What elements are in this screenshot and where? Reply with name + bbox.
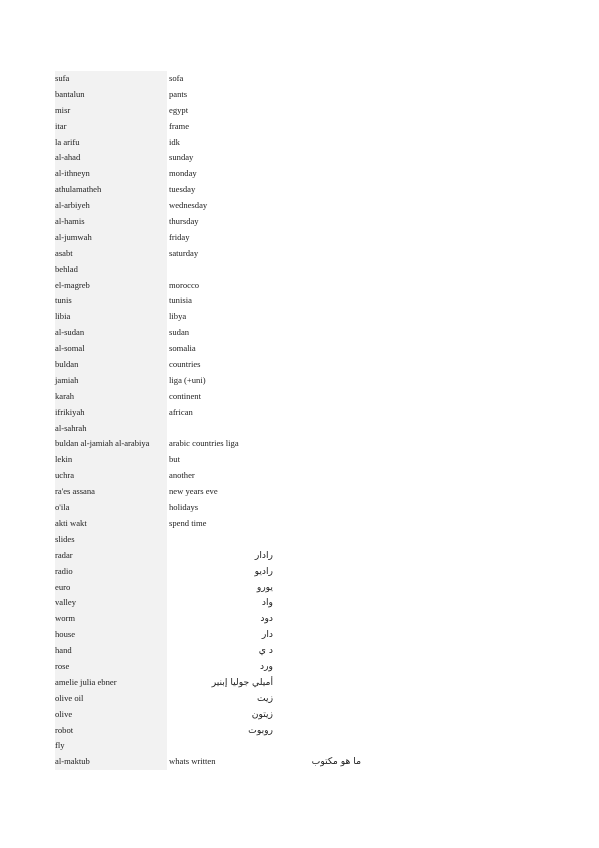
term-cell: akti wakt	[55, 516, 167, 532]
meaning-cell: whats written	[169, 756, 216, 767]
term-cell: slides	[55, 532, 167, 548]
arabic-cell: روبوت	[248, 724, 273, 736]
meaning-cell: monday	[169, 168, 197, 179]
term-cell: asabt	[55, 246, 167, 262]
meaning-cell: holidays	[169, 502, 199, 513]
table-row	[55, 436, 365, 452]
meaning-cell: but	[169, 454, 180, 465]
table-row	[55, 468, 365, 484]
table-row	[55, 516, 365, 532]
term-cell: al-maktub	[55, 754, 167, 770]
meaning-cell: arabic countries liga	[169, 438, 239, 449]
table-row	[55, 119, 365, 135]
term-cell: o'ila	[55, 500, 167, 516]
term-cell: al-sudan	[55, 325, 167, 341]
term-cell: athulamatheh	[55, 182, 167, 198]
table-row	[55, 595, 365, 611]
meaning-cell: continent	[169, 390, 201, 401]
term-cell: ra'es assana	[55, 484, 167, 500]
term-cell: al-ithneyn	[55, 166, 167, 182]
table-row	[55, 405, 365, 421]
term-cell: fly	[55, 738, 167, 754]
table-row	[55, 707, 365, 723]
term-cell: olive	[55, 707, 167, 723]
table-row	[55, 166, 365, 182]
term-cell: buldan al-jamiah al-arabiya	[55, 436, 167, 452]
term-cell: robot	[55, 723, 167, 739]
meaning-cell	[169, 262, 275, 278]
table-row	[55, 182, 365, 198]
table-row	[55, 87, 365, 103]
term-cell: rose	[55, 659, 167, 675]
arabic-cell: ورد	[260, 660, 273, 672]
term-cell: al-somal	[55, 341, 167, 357]
term-cell: al-arbiyeh	[55, 198, 167, 214]
table-row	[55, 564, 365, 580]
meaning-cell: sunday	[169, 152, 194, 163]
meaning-cell: egypt	[169, 104, 189, 115]
table-row	[55, 309, 365, 325]
arabic-cell: واد	[261, 597, 273, 609]
term-cell: tunis	[55, 293, 167, 309]
table-row	[55, 691, 365, 707]
arabic-cell: يورو	[256, 581, 273, 593]
table-row	[55, 357, 365, 373]
term-cell: misr	[55, 103, 167, 119]
term-cell: el-magreb	[55, 278, 167, 294]
meaning-cell: another	[169, 470, 195, 481]
meaning-cell: thursday	[169, 216, 199, 227]
meaning-cell: morocco	[169, 279, 200, 290]
table-row	[55, 103, 365, 119]
term-cell: uchra	[55, 468, 167, 484]
term-cell: jamiah	[55, 373, 167, 389]
meaning-cell: african	[169, 406, 193, 417]
term-cell: al-sahrah	[55, 421, 167, 437]
arabic-note-cell: ما هو مكتوب	[311, 756, 361, 768]
term-cell: buldan	[55, 357, 167, 373]
meaning-cell: idk	[169, 136, 180, 147]
meaning-cell: pants	[169, 88, 188, 99]
term-cell: behlad	[55, 262, 167, 278]
meaning-cell: libya	[169, 311, 187, 322]
table-row	[55, 214, 365, 230]
arabic-cell: د ي	[258, 645, 273, 657]
table-row	[55, 532, 365, 548]
table-row	[55, 675, 365, 691]
meaning-cell: sudan	[169, 327, 190, 338]
term-cell: al-ahad	[55, 150, 167, 166]
table-row	[55, 738, 365, 754]
table-row	[55, 484, 365, 500]
meaning-cell: liga (+uni)	[169, 374, 206, 385]
meaning-cell: wednesday	[169, 200, 208, 211]
meaning-cell: friday	[169, 231, 190, 242]
meaning-cell	[169, 421, 275, 437]
arabic-cell: دود	[260, 613, 273, 625]
arabic-cell: زيت	[256, 692, 273, 704]
term-cell: sufa	[55, 71, 167, 87]
arabic-cell: رادار	[254, 549, 273, 561]
table-row	[55, 421, 365, 437]
table-row	[55, 452, 365, 468]
table-row	[55, 262, 365, 278]
term-cell: euro	[55, 580, 167, 596]
meaning-cell: countries	[169, 359, 201, 370]
table-row	[55, 198, 365, 214]
term-cell: bantalun	[55, 87, 167, 103]
meaning-cell	[169, 738, 275, 754]
table-row	[55, 389, 365, 405]
table-row	[55, 246, 365, 262]
table-row	[55, 627, 365, 643]
table-row	[55, 278, 365, 294]
term-cell: radio	[55, 564, 167, 580]
term-cell: al-jumwah	[55, 230, 167, 246]
arabic-cell: أميلي جوليا إبنير	[211, 676, 273, 688]
table-row	[55, 643, 365, 659]
meaning-cell: frame	[169, 120, 190, 131]
table-row	[55, 373, 365, 389]
term-cell: house	[55, 627, 167, 643]
term-cell: la arifu	[55, 135, 167, 151]
term-cell: libia	[55, 309, 167, 325]
arabic-cell: راديو	[254, 565, 273, 577]
meaning-cell: spend time	[169, 517, 207, 528]
meaning-cell: new years eve	[169, 486, 218, 497]
meaning-cell: tunisia	[169, 295, 192, 306]
table-row	[55, 230, 365, 246]
table-row	[55, 659, 365, 675]
term-cell: itar	[55, 119, 167, 135]
meaning-cell: tuesday	[169, 184, 196, 195]
meaning-cell	[169, 532, 275, 548]
table-row	[55, 293, 365, 309]
meaning-cell: saturday	[169, 247, 199, 258]
term-cell: radar	[55, 548, 167, 564]
term-cell: ifrikiyah	[55, 405, 167, 421]
table-row	[55, 754, 365, 770]
table-row	[55, 580, 365, 596]
term-cell: amelie julia ebner	[55, 675, 167, 691]
table-row	[55, 71, 365, 87]
table-row	[55, 500, 365, 516]
vocabulary-sheet	[55, 71, 365, 770]
arabic-cell: زيتون	[251, 708, 273, 720]
table-row	[55, 150, 365, 166]
term-cell: olive oil	[55, 691, 167, 707]
term-cell: lekin	[55, 452, 167, 468]
term-cell: hand	[55, 643, 167, 659]
arabic-cell: دار	[261, 629, 273, 641]
table-row	[55, 548, 365, 564]
meaning-cell: somalia	[169, 343, 196, 354]
term-cell: al-hamis	[55, 214, 167, 230]
term-cell: valley	[55, 595, 167, 611]
term-cell: worm	[55, 611, 167, 627]
table-row	[55, 341, 365, 357]
term-cell: karah	[55, 389, 167, 405]
table-row	[55, 723, 365, 739]
table-row	[55, 611, 365, 627]
meaning-cell: sofa	[169, 73, 184, 83]
table-row	[55, 135, 365, 151]
table-row	[55, 325, 365, 341]
